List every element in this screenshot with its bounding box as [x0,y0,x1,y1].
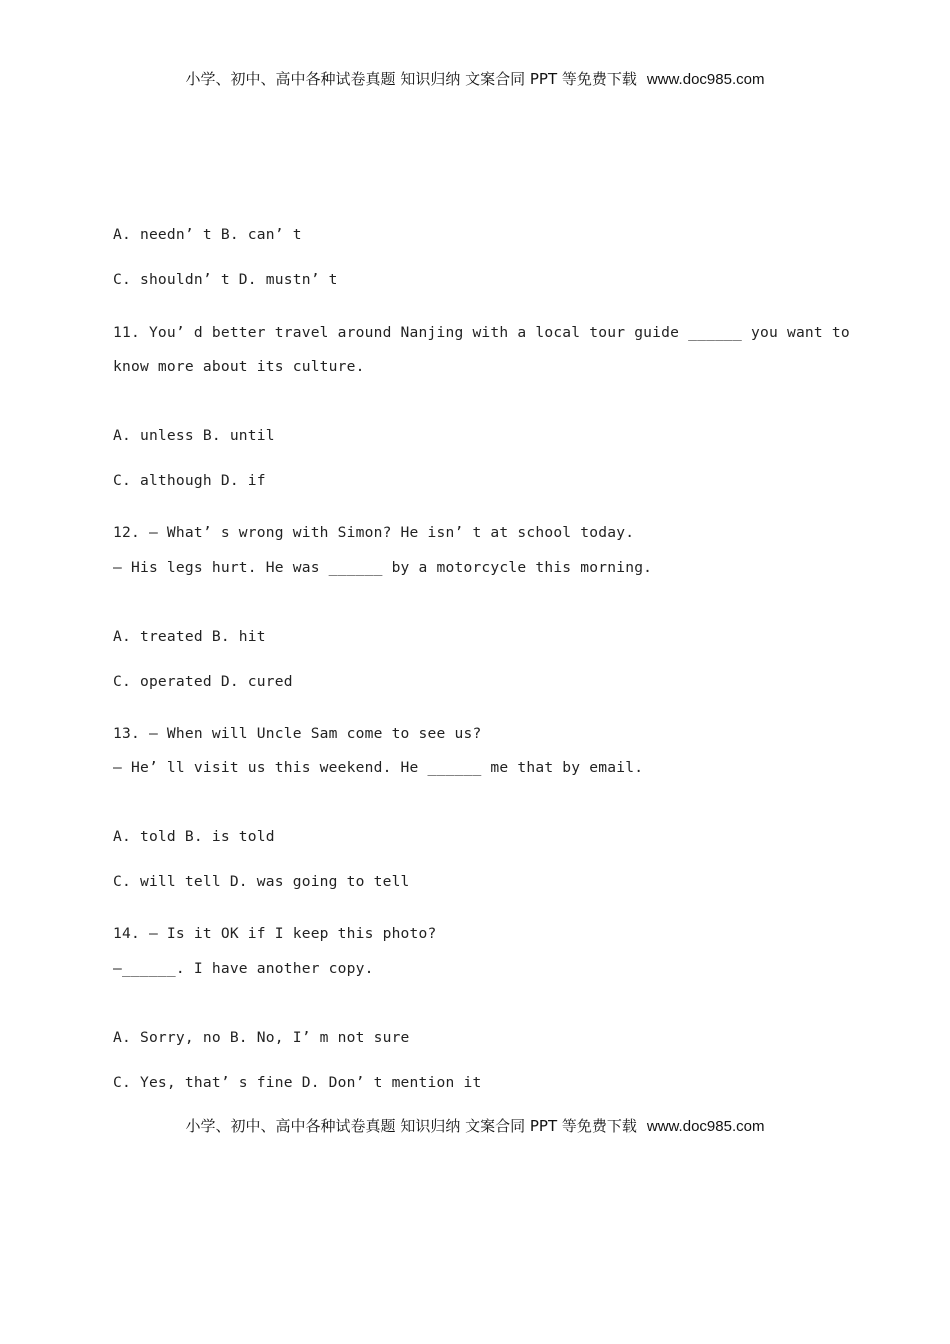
question-line: 14. — Is it OK if I keep this photo? [113,925,437,942]
question-line: know more about its culture. [113,358,365,375]
question-line: —______. I have another copy. [113,960,374,977]
header-text: 小学、初中、高中各种试卷真题 知识归纳 文案合同 PPT 等免费下载 [185,70,637,88]
footer-url[interactable]: www.doc985.com [646,1118,765,1135]
option-line: C. will tell D. was going to tell [113,873,410,890]
option-line: A. unless B. until [113,427,275,444]
header-url[interactable]: www.doc985.com [646,71,765,88]
question-line: 13. — When will Uncle Sam come to see us? [113,725,482,742]
option-line: A. treated B. hit [113,628,266,645]
option-line: A. needn’ t B. can’ t [113,226,302,243]
question-line: — He’ ll visit us this weekend. He ______ me that by email. [113,759,644,776]
question-line: — His legs hurt. He was ______ by a motorcycle this morning. [113,559,653,576]
question-line: 11. You’ d better travel around Nanjing with a local tour guide ______ you want to [113,324,850,341]
footer-text: 小学、初中、高中各种试卷真题 知识归纳 文案合同 PPT 等免费下载 [185,1117,637,1135]
option-line: C. Yes, that’ s fine D. Don’ t mention it [113,1074,482,1091]
option-line: A. told B. is told [113,828,275,845]
option-line: C. although D. if [113,472,266,489]
page-footer [0,1115,950,1136]
option-line: A. Sorry, no B. No, I’ m not sure [113,1029,410,1046]
question-line: 12. — What’ s wrong with Simon? He isn’ t at school today. [113,524,635,541]
option-line: C. shouldn’ t D. mustn’ t [113,271,338,288]
page-header [0,68,950,89]
option-line: C. operated D. cured [113,673,293,690]
